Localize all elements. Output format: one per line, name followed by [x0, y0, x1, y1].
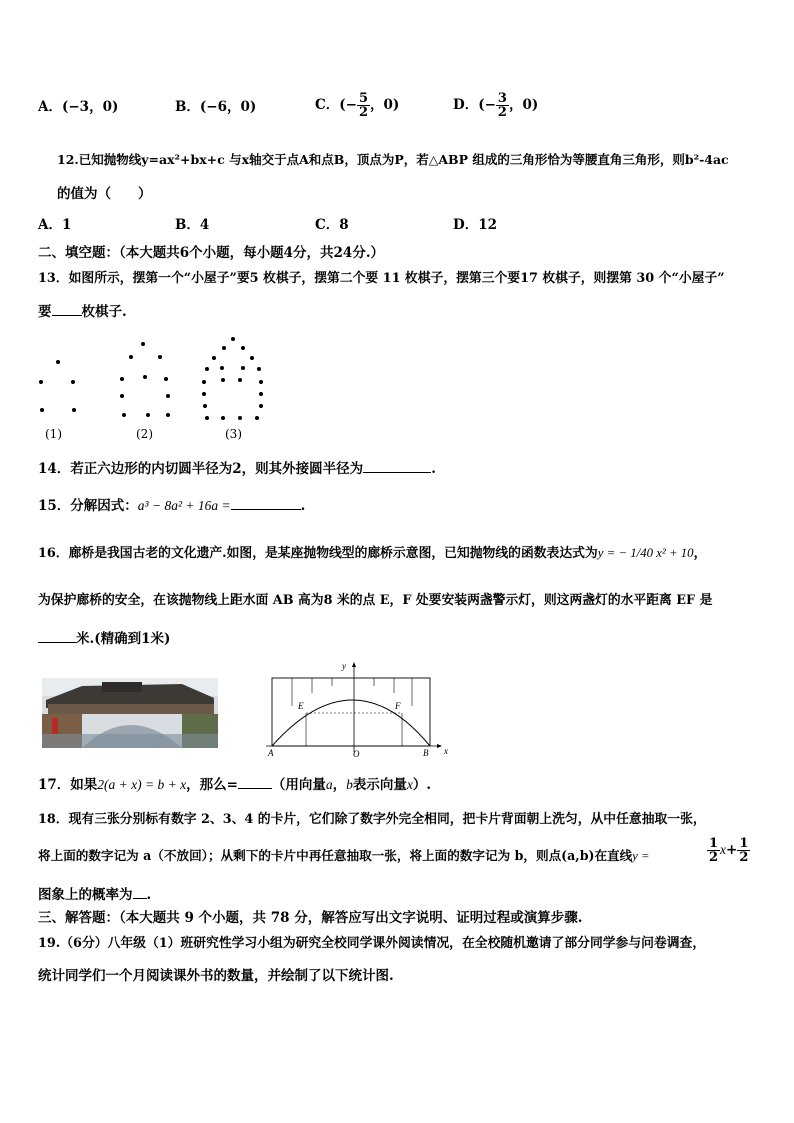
chess-piece: [212, 356, 216, 360]
chess-piece: [220, 366, 224, 370]
answer-blank: [238, 776, 272, 789]
q12-option-b: B．4: [175, 217, 210, 233]
chess-piece: [221, 378, 225, 382]
chess-piece: [56, 360, 60, 364]
chess-piece: [221, 416, 225, 420]
point-o-label: O: [353, 749, 360, 759]
point-a-label: A: [268, 748, 274, 758]
q12-option-c: C．8: [315, 217, 349, 233]
chess-piece: [259, 392, 263, 396]
chess-piece: [146, 413, 150, 417]
answer-blank: [52, 303, 82, 316]
chess-piece: [257, 367, 261, 371]
section3-heading: 三、解答题：（本大题共 9 个小题，共 78 分，解答应写出文字说明、证明过程或演算步骤.: [38, 910, 583, 926]
answer-blank: [363, 460, 431, 473]
chess-piece: [39, 380, 43, 384]
q19-stem-line1: 19.（6分）八年级（1）班研究性学习小组为研究全校同学课外阅读情况，在全校随机邀请了部分同学参与问卷调查，: [38, 936, 706, 951]
chess-piece: [231, 337, 235, 341]
q16-stem-line1: 16．廊桥是我国古老的文化遗产.如图，是某座抛物线型的廊桥示意图，已知抛物线的函数表达式为y = − 1/40 x² + 10，: [38, 546, 707, 561]
q15-stem: 15．分解因式：a³ − 8a² + 16a = .: [38, 498, 306, 514]
chess-piece: [129, 355, 133, 359]
figure-label-1: (1): [45, 427, 62, 441]
chess-piece: [120, 377, 124, 381]
chess-piece: [203, 404, 207, 408]
chess-piece: [241, 346, 245, 350]
q11-option-d: D．(− $\frac{3}{2}$ ，0): [453, 91, 539, 120]
line-equation-rhs: $\frac{1}{2}$ x+ $\frac{1}{2}$: [709, 836, 749, 865]
x-axis-label: x: [444, 746, 448, 756]
q18-stem-line3: 图象上的概率为 .: [38, 887, 152, 903]
chess-piece: [255, 416, 259, 420]
point-f-label: F: [395, 701, 401, 711]
y-axis-label: y: [342, 661, 346, 671]
chess-piece: [158, 355, 162, 359]
figure-label-3: (3): [225, 427, 242, 441]
bridge-frame: [272, 678, 430, 746]
chess-piece: [72, 408, 76, 412]
chess-piece: [164, 377, 168, 381]
chess-piece: [166, 394, 170, 398]
chess-piece: [202, 380, 206, 384]
q11-option-b: B．(−6，0): [175, 99, 257, 115]
chess-piece: [222, 346, 226, 350]
q17-stem: 17．如果2(a + x) = b + x，那么= （用向量a，b表示向量x）.: [38, 777, 432, 793]
chess-piece: [143, 375, 147, 379]
chess-piece: [122, 413, 126, 417]
chess-piece: [202, 392, 206, 396]
point-b-label: B: [423, 748, 429, 758]
point-e-label: E: [298, 701, 304, 711]
chess-piece: [141, 342, 145, 346]
q12-option-d: D．12: [453, 217, 497, 233]
chess-piece: [166, 413, 170, 417]
q13-stem-line1: 13．如图所示，摆第一个“小屋子”要5 枚棋子，摆第二个要 11 枚棋子，摆第三个要17 枚棋子，则摆第 30 个“小屋子”: [38, 271, 725, 286]
figure-label-2: (2): [136, 427, 153, 441]
q18-stem-line2: 将上面的数字记为 a（不放回）；从剩下的卡片中再任意抽取一张，将上面的数字记为 b，则点(a,b)在直线y =: [38, 848, 650, 863]
fraction: $\frac{5}{2}$: [358, 91, 368, 120]
q16-stem-line2: 为保护廊桥的安全，在该抛物线上距水面 AB 高为8 米的点 E，F 处要安装两盏警示灯，则这两盏灯的水平距离 EF 是: [38, 593, 713, 608]
chess-piece: [238, 416, 242, 420]
q14-stem: 14．若正六边形的内切圆半径为2，则其外接圆半径为 .: [38, 461, 436, 477]
fraction: $\frac{3}{2}$: [497, 91, 507, 120]
chess-piece: [205, 367, 209, 371]
parabola-arch: [272, 700, 430, 746]
parabola-formula: y = − 1/40 x² + 10: [597, 546, 694, 560]
chess-piece: [259, 404, 263, 408]
parabola-bridge-diagram: [262, 660, 454, 760]
answer-blank: [231, 497, 301, 510]
chess-piece: [241, 366, 245, 370]
chess-piece: [238, 378, 242, 382]
chess-piece: [259, 380, 263, 384]
q19-stem-line2: 统计同学们一个月阅读课外书的数量，并绘制了以下统计图.: [38, 968, 394, 984]
section2-heading: 二、填空题：（本大题共6个小题，每小题4分，共24分.）: [38, 245, 385, 261]
q11-option-a: A．(−3，0): [38, 99, 119, 115]
q12-option-a: A．1: [38, 217, 72, 233]
chess-piece: [120, 394, 124, 398]
q11-option-c: C．(− $\frac{5}{2}$ ，0): [315, 91, 400, 120]
answer-blank: [133, 886, 147, 899]
chess-piece: [40, 408, 44, 412]
chess-piece: [71, 380, 75, 384]
q13-stem-line2: 要 枚棋子.: [38, 304, 127, 320]
covered-bridge-photo: [42, 678, 218, 748]
chess-piece: [205, 416, 209, 420]
q18-stem-line1: 18．现有三张分别标有数字 2、3、4 的卡片，它们除了数字外完全相同，把卡片背面朝上洗匀，从中任意抽取一张，: [38, 812, 706, 827]
vector-equation: 2(a + x) = b + x: [97, 777, 187, 792]
answer-blank: [38, 630, 76, 643]
chess-piece: [250, 356, 254, 360]
q16-stem-line3: 米.(精确到1米): [38, 630, 170, 647]
q12-stem-line2: 的值为（ ）: [57, 186, 152, 202]
q12-stem-line1: 12.已知抛物线y=ax²+bx+c 与x轴交于点A和点B，顶点为P，若△ABP 组成的三角形恰为等腰直角三角形，则b²-4ac: [57, 152, 729, 167]
